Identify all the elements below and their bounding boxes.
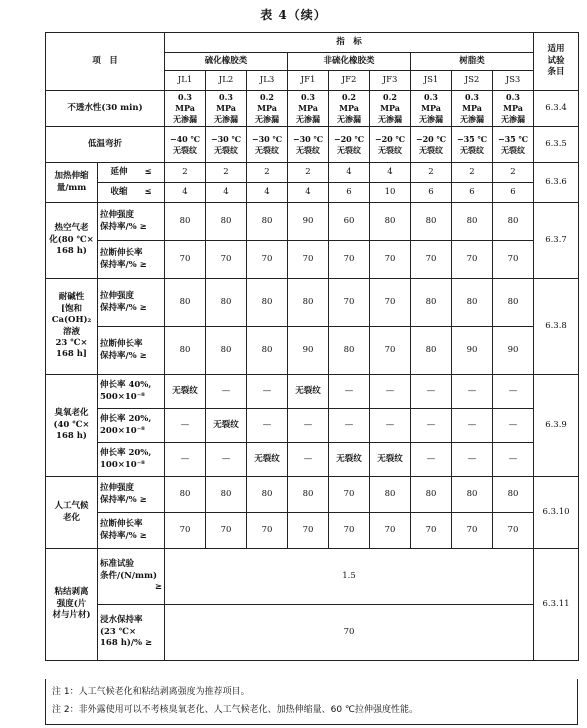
value-cell: 0.3 MPa 无渗漏 bbox=[411, 91, 452, 127]
row-thermal-tensile bbox=[46, 203, 579, 241]
row-group-label: 耐碱性 [饱和 Ca(OH)₂ 溶液 23 ℃× 168 h] bbox=[46, 279, 98, 375]
code-cell: JL3 bbox=[247, 71, 288, 91]
group-vulcanized: 硫化橡胶类 bbox=[165, 53, 288, 71]
value-cell: — bbox=[329, 409, 370, 443]
value-cell: — bbox=[206, 375, 247, 409]
value-cell: −20 ℃ 无裂纹 bbox=[370, 127, 411, 163]
value-cell: 90 bbox=[452, 327, 493, 375]
note-1: 注 1：人工气候老化和粘结剥离强度为推荐项目。 bbox=[52, 687, 250, 697]
row-ozone-2 bbox=[46, 409, 579, 443]
code-cell: JL2 bbox=[206, 71, 247, 91]
value-cell: 4 bbox=[206, 183, 247, 203]
value-cell: 80 bbox=[288, 477, 329, 513]
value-cell: 70 bbox=[452, 513, 493, 549]
row-group-label: 人工气候 老化 bbox=[46, 477, 98, 549]
row-ozone-1 bbox=[46, 375, 579, 409]
value-cell: — bbox=[452, 375, 493, 409]
value-cell: 80 bbox=[493, 279, 534, 327]
value-cell: 80 bbox=[452, 279, 493, 327]
value-cell: 80 bbox=[411, 203, 452, 241]
code-cell: JS2 bbox=[452, 71, 493, 91]
value-cell: 70 bbox=[165, 513, 206, 549]
value-cell: −20 ℃ 无裂纹 bbox=[329, 127, 370, 163]
value-cell: 70 bbox=[370, 279, 411, 327]
sub-label: 拉伸强度 保持率/% ≥ bbox=[98, 477, 165, 513]
project-header: 项 目 bbox=[46, 33, 165, 91]
sub-label: 标准试验 条件/(N/mm) ≥ bbox=[98, 549, 165, 605]
value-cell: — bbox=[493, 443, 534, 477]
row-cold-bend bbox=[46, 127, 579, 163]
code-cell: JF3 bbox=[370, 71, 411, 91]
value-cell: 80 bbox=[370, 203, 411, 241]
value-cell: 80 bbox=[493, 203, 534, 241]
value-cell: 80 bbox=[411, 477, 452, 513]
value-cell: 6 bbox=[329, 183, 370, 203]
value-cell: −30 ℃ 无裂纹 bbox=[206, 127, 247, 163]
value-cell: 2 bbox=[206, 163, 247, 183]
value-cell: — bbox=[452, 443, 493, 477]
value-cell: 70 bbox=[329, 241, 370, 279]
value-cell: 70 bbox=[288, 513, 329, 549]
value-cell: 90 bbox=[493, 327, 534, 375]
row-waterproof bbox=[46, 91, 579, 127]
value-cell: 6 bbox=[452, 183, 493, 203]
row-group-label: 热空气老 化(80 ℃× 168 h) bbox=[46, 203, 98, 279]
value-cell: 无裂纹 bbox=[329, 443, 370, 477]
value-cell: — bbox=[288, 409, 329, 443]
row-label: 不透水性(30 min) bbox=[46, 91, 165, 127]
value-cell: 无裂纹 bbox=[370, 443, 411, 477]
row-weathering-elongation bbox=[46, 513, 579, 549]
value-cell: 0.3 MPa 无渗漏 bbox=[452, 91, 493, 127]
clause-cell: 6.3.10 bbox=[534, 477, 579, 549]
value-cell: 70 bbox=[165, 241, 206, 279]
value-cell: 4 bbox=[370, 163, 411, 183]
value-cell: 0.2 MPa 无渗漏 bbox=[247, 91, 288, 127]
value-cell: — bbox=[329, 375, 370, 409]
row-label: 低温弯折 bbox=[46, 127, 165, 163]
row-heating-shrink bbox=[46, 183, 579, 203]
value-cell: — bbox=[370, 375, 411, 409]
value-cell: 4 bbox=[329, 163, 370, 183]
clause-cell: 6.3.5 bbox=[534, 127, 579, 163]
spec-table bbox=[45, 32, 579, 661]
header-row-1 bbox=[46, 33, 579, 53]
row-alkali-elongation bbox=[46, 327, 579, 375]
value-cell: −40 ℃ 无裂纹 bbox=[165, 127, 206, 163]
clause-cell: 6.3.4 bbox=[534, 91, 579, 127]
value-cell: 10 bbox=[370, 183, 411, 203]
value-cell: 80 bbox=[165, 327, 206, 375]
row-group-label: 臭氧老化 (40 ℃× 168 h) bbox=[46, 375, 98, 477]
sub-label: 伸长率 20%, 200×10⁻⁸ bbox=[98, 409, 165, 443]
value-cell: 70 bbox=[165, 605, 534, 661]
note-2: 注 2：非外露使用可以不考核臭氧老化、人工气候老化、加热伸缩量、60 ℃拉伸强度性能。 bbox=[52, 705, 419, 715]
value-cell: 70 bbox=[370, 241, 411, 279]
value-cell: 70 bbox=[288, 241, 329, 279]
value-cell: 2 bbox=[165, 163, 206, 183]
value-cell: 4 bbox=[288, 183, 329, 203]
value-cell: 70 bbox=[206, 513, 247, 549]
clause-cell: 6.3.9 bbox=[534, 375, 579, 477]
clause-cell: 6.3.8 bbox=[534, 279, 579, 375]
value-cell: 1.5 bbox=[165, 549, 534, 605]
sub-label: 拉伸强度 保持率/% ≥ bbox=[98, 203, 165, 241]
value-cell: 70 bbox=[493, 513, 534, 549]
value-cell: −20 ℃ 无裂纹 bbox=[411, 127, 452, 163]
code-cell: JF2 bbox=[329, 71, 370, 91]
value-cell: 80 bbox=[206, 203, 247, 241]
value-cell: 70 bbox=[452, 241, 493, 279]
value-cell: — bbox=[247, 375, 288, 409]
value-cell: — bbox=[370, 409, 411, 443]
value-cell: 80 bbox=[247, 477, 288, 513]
value-cell: 6 bbox=[411, 183, 452, 203]
value-cell: 0.3 MPa 无渗漏 bbox=[165, 91, 206, 127]
value-cell: 无裂纹 bbox=[206, 409, 247, 443]
value-cell: 80 bbox=[452, 477, 493, 513]
value-cell: 70 bbox=[329, 477, 370, 513]
value-cell: −30 ℃ 无裂纹 bbox=[288, 127, 329, 163]
value-cell: 0.3 MPa 无渗漏 bbox=[493, 91, 534, 127]
row-heating-extend bbox=[46, 163, 579, 183]
value-cell: 70 bbox=[247, 241, 288, 279]
indicator-header: 指 标 bbox=[165, 33, 534, 53]
value-cell: — bbox=[165, 409, 206, 443]
sub-label: 收缩 ≤ bbox=[98, 183, 165, 203]
clause-cell: 6.3.11 bbox=[534, 549, 579, 661]
row-peel-standard bbox=[46, 549, 579, 605]
value-cell: 70 bbox=[370, 513, 411, 549]
value-cell: −35 ℃ 无裂纹 bbox=[493, 127, 534, 163]
value-cell: 70 bbox=[329, 513, 370, 549]
row-group-label: 加热伸缩 量/mm bbox=[46, 163, 98, 203]
value-cell: — bbox=[411, 443, 452, 477]
clause-cell: 6.3.7 bbox=[534, 203, 579, 279]
value-cell: — bbox=[247, 409, 288, 443]
group-nonvulcanized: 非硫化橡胶类 bbox=[288, 53, 411, 71]
sub-label: 拉伸强度 保持率/% ≥ bbox=[98, 279, 165, 327]
value-cell: — bbox=[452, 409, 493, 443]
value-cell: 80 bbox=[206, 477, 247, 513]
row-thermal-elongation bbox=[46, 241, 579, 279]
value-cell: 2 bbox=[288, 163, 329, 183]
value-cell: 2 bbox=[411, 163, 452, 183]
value-cell: 80 bbox=[452, 203, 493, 241]
value-cell: 80 bbox=[247, 279, 288, 327]
sub-label: 延伸 ≤ bbox=[98, 163, 165, 183]
value-cell: 80 bbox=[329, 327, 370, 375]
table-title: 表 4（续） bbox=[260, 8, 327, 22]
sub-label: 伸长率 40%, 500×10⁻⁸ bbox=[98, 375, 165, 409]
value-cell: 0.2 MPa 无渗漏 bbox=[329, 91, 370, 127]
value-cell: 80 bbox=[165, 279, 206, 327]
sub-label: 拉断伸长率 保持率/% ≥ bbox=[98, 241, 165, 279]
clause-cell: 6.3.6 bbox=[534, 163, 579, 203]
value-cell: — bbox=[165, 443, 206, 477]
code-cell: JF1 bbox=[288, 71, 329, 91]
row-alkali-tensile bbox=[46, 279, 579, 327]
value-cell: — bbox=[493, 409, 534, 443]
value-cell: 6 bbox=[493, 183, 534, 203]
value-cell: −30 ℃ 无裂纹 bbox=[247, 127, 288, 163]
code-cell: JS1 bbox=[411, 71, 452, 91]
sub-label: 拉断伸长率 保持率/% ≥ bbox=[98, 513, 165, 549]
row-weathering-tensile bbox=[46, 477, 579, 513]
value-cell: 80 bbox=[165, 203, 206, 241]
value-cell: 70 bbox=[411, 513, 452, 549]
value-cell: 60 bbox=[329, 203, 370, 241]
value-cell: 70 bbox=[370, 327, 411, 375]
value-cell: 80 bbox=[165, 477, 206, 513]
sub-label: 拉断伸长率 保持率/% ≥ bbox=[98, 327, 165, 375]
value-cell: — bbox=[493, 375, 534, 409]
value-cell: — bbox=[411, 409, 452, 443]
value-cell: 70 bbox=[411, 241, 452, 279]
value-cell: 4 bbox=[247, 183, 288, 203]
value-cell: 70 bbox=[206, 241, 247, 279]
value-cell: — bbox=[288, 443, 329, 477]
code-cell: JS3 bbox=[493, 71, 534, 91]
sub-label: 伸长率 20%, 100×10⁻⁸ bbox=[98, 443, 165, 477]
value-cell: 80 bbox=[206, 279, 247, 327]
value-cell: 70 bbox=[329, 279, 370, 327]
value-cell: 80 bbox=[411, 327, 452, 375]
value-cell: 80 bbox=[370, 477, 411, 513]
value-cell: −35 ℃ 无裂纹 bbox=[452, 127, 493, 163]
value-cell: 0.3 MPa 无渗漏 bbox=[206, 91, 247, 127]
value-cell: 0.3 MPa 无渗漏 bbox=[288, 91, 329, 127]
value-cell: 80 bbox=[247, 327, 288, 375]
value-cell: 2 bbox=[247, 163, 288, 183]
code-cell: JL1 bbox=[165, 71, 206, 91]
value-cell: 80 bbox=[247, 203, 288, 241]
value-cell: 80 bbox=[493, 477, 534, 513]
value-cell: 4 bbox=[165, 183, 206, 203]
value-cell: 90 bbox=[288, 203, 329, 241]
value-cell: 70 bbox=[247, 513, 288, 549]
value-cell: — bbox=[411, 375, 452, 409]
value-cell: 2 bbox=[452, 163, 493, 183]
applicable-header: 适用 试验 条目 bbox=[534, 33, 579, 91]
value-cell: 无裂纹 bbox=[165, 375, 206, 409]
value-cell: 2 bbox=[493, 163, 534, 183]
value-cell: 无裂纹 bbox=[288, 375, 329, 409]
value-cell: 80 bbox=[288, 279, 329, 327]
value-cell: 0.2 MPa 无渗漏 bbox=[370, 91, 411, 127]
value-cell: 80 bbox=[411, 279, 452, 327]
row-peel-immersion bbox=[46, 605, 579, 661]
value-cell: — bbox=[206, 443, 247, 477]
value-cell: 90 bbox=[288, 327, 329, 375]
value-cell: 70 bbox=[493, 241, 534, 279]
sub-label: 浸水保持率 (23 ℃× 168 h)/% ≥ bbox=[98, 605, 165, 661]
row-ozone-3 bbox=[46, 443, 579, 477]
row-group-label: 粘结剥离 强度(片 材与片材) bbox=[46, 549, 98, 661]
value-cell: 无裂纹 bbox=[247, 443, 288, 477]
value-cell: 80 bbox=[206, 327, 247, 375]
group-resin: 树脂类 bbox=[411, 53, 534, 71]
